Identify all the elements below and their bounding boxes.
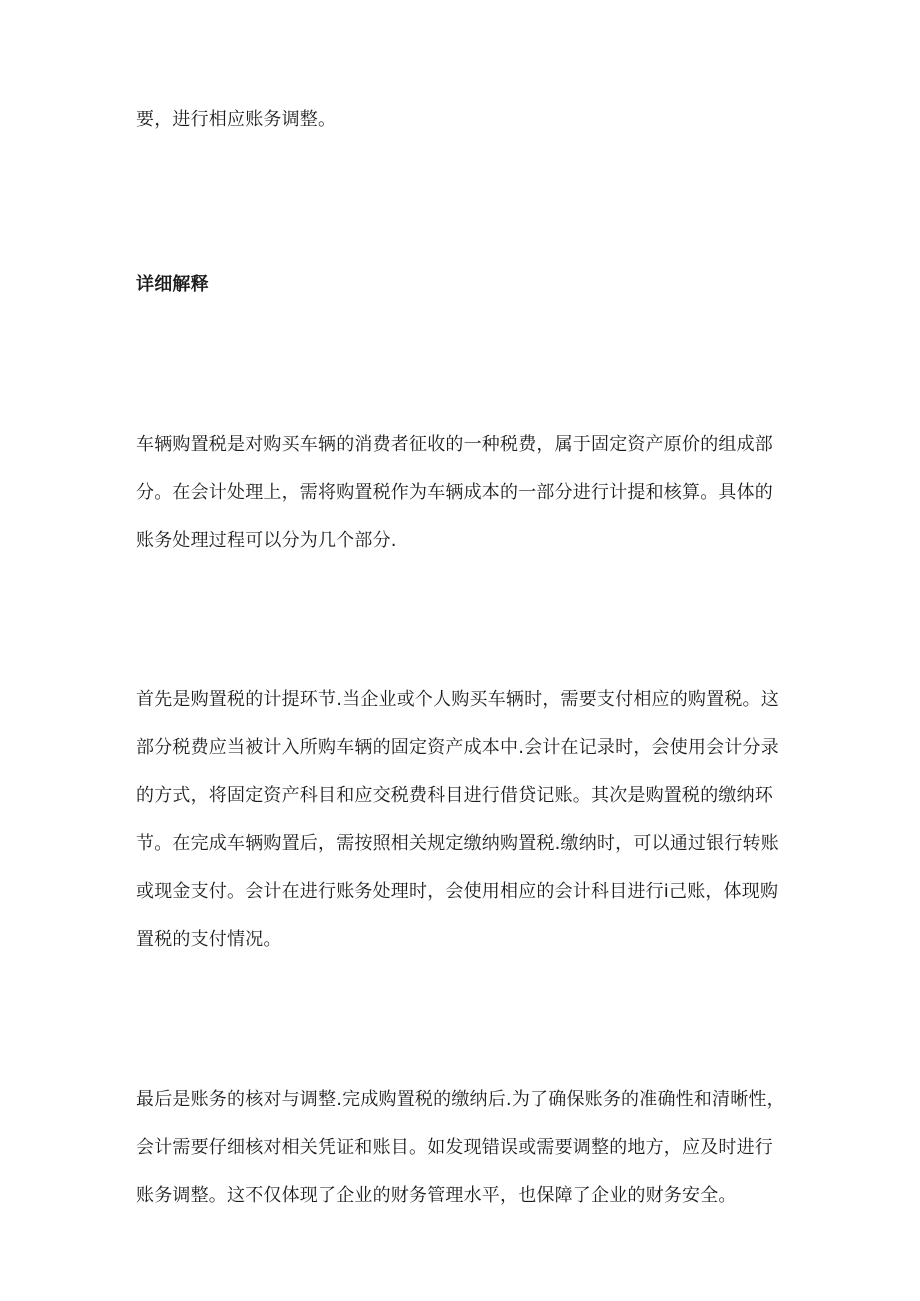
- paragraph-line: 节。在完成车辆购置后，需按照相关规定缴纳购置税.缴纳时，可以通过银行转账: [136, 833, 779, 854]
- paragraph-line: 账务处理过程可以分为几个部分.: [136, 530, 397, 551]
- paragraph-line: 分。在会计处理上，需将购置税作为车辆成本的一部分进行计提和核算。具体的: [136, 482, 773, 503]
- paragraph-line: 车辆购置税是对购买车辆的消费者征收的一种税费，属于固定资产原价的组成部: [136, 434, 773, 455]
- paragraph-line: 首先是购置税的计提环节.当企业或个人购买车辆时，需要支付相应的购置税。这: [136, 689, 779, 710]
- paragraph-line: 或现金支付。会计在进行账务处理时，会使用相应的会计科目进行i己账，体现购: [136, 881, 779, 902]
- intro-fragment: 要，进行相应账务调整。: [136, 109, 337, 130]
- paragraph-line: 部分税费应当被计入所购车辆的固定资产成本中.会计在记录时，会使用会计分录: [136, 737, 779, 758]
- paragraph-line: 最后是账务的核对与调整.完成购置税的缴纳后.为了确保账务的准确性和清晰性，: [136, 1089, 785, 1110]
- paragraph-line: 的方式，将固定资产科目和应交税费科目进行借贷记账。其次是购置税的缴纳环: [136, 785, 773, 806]
- paragraph-line: 会计需要仔细核对相关凭证和账目。如发现错误或需要调整的地方，应及时进行: [136, 1137, 773, 1158]
- paragraph-line: 置税的支付情况。: [136, 929, 282, 950]
- section-heading: 详细解释: [136, 274, 209, 295]
- paragraph-line: 账务调整。这不仅体现了企业的财务管理水平，也保障了企业的财务安全。: [136, 1185, 737, 1206]
